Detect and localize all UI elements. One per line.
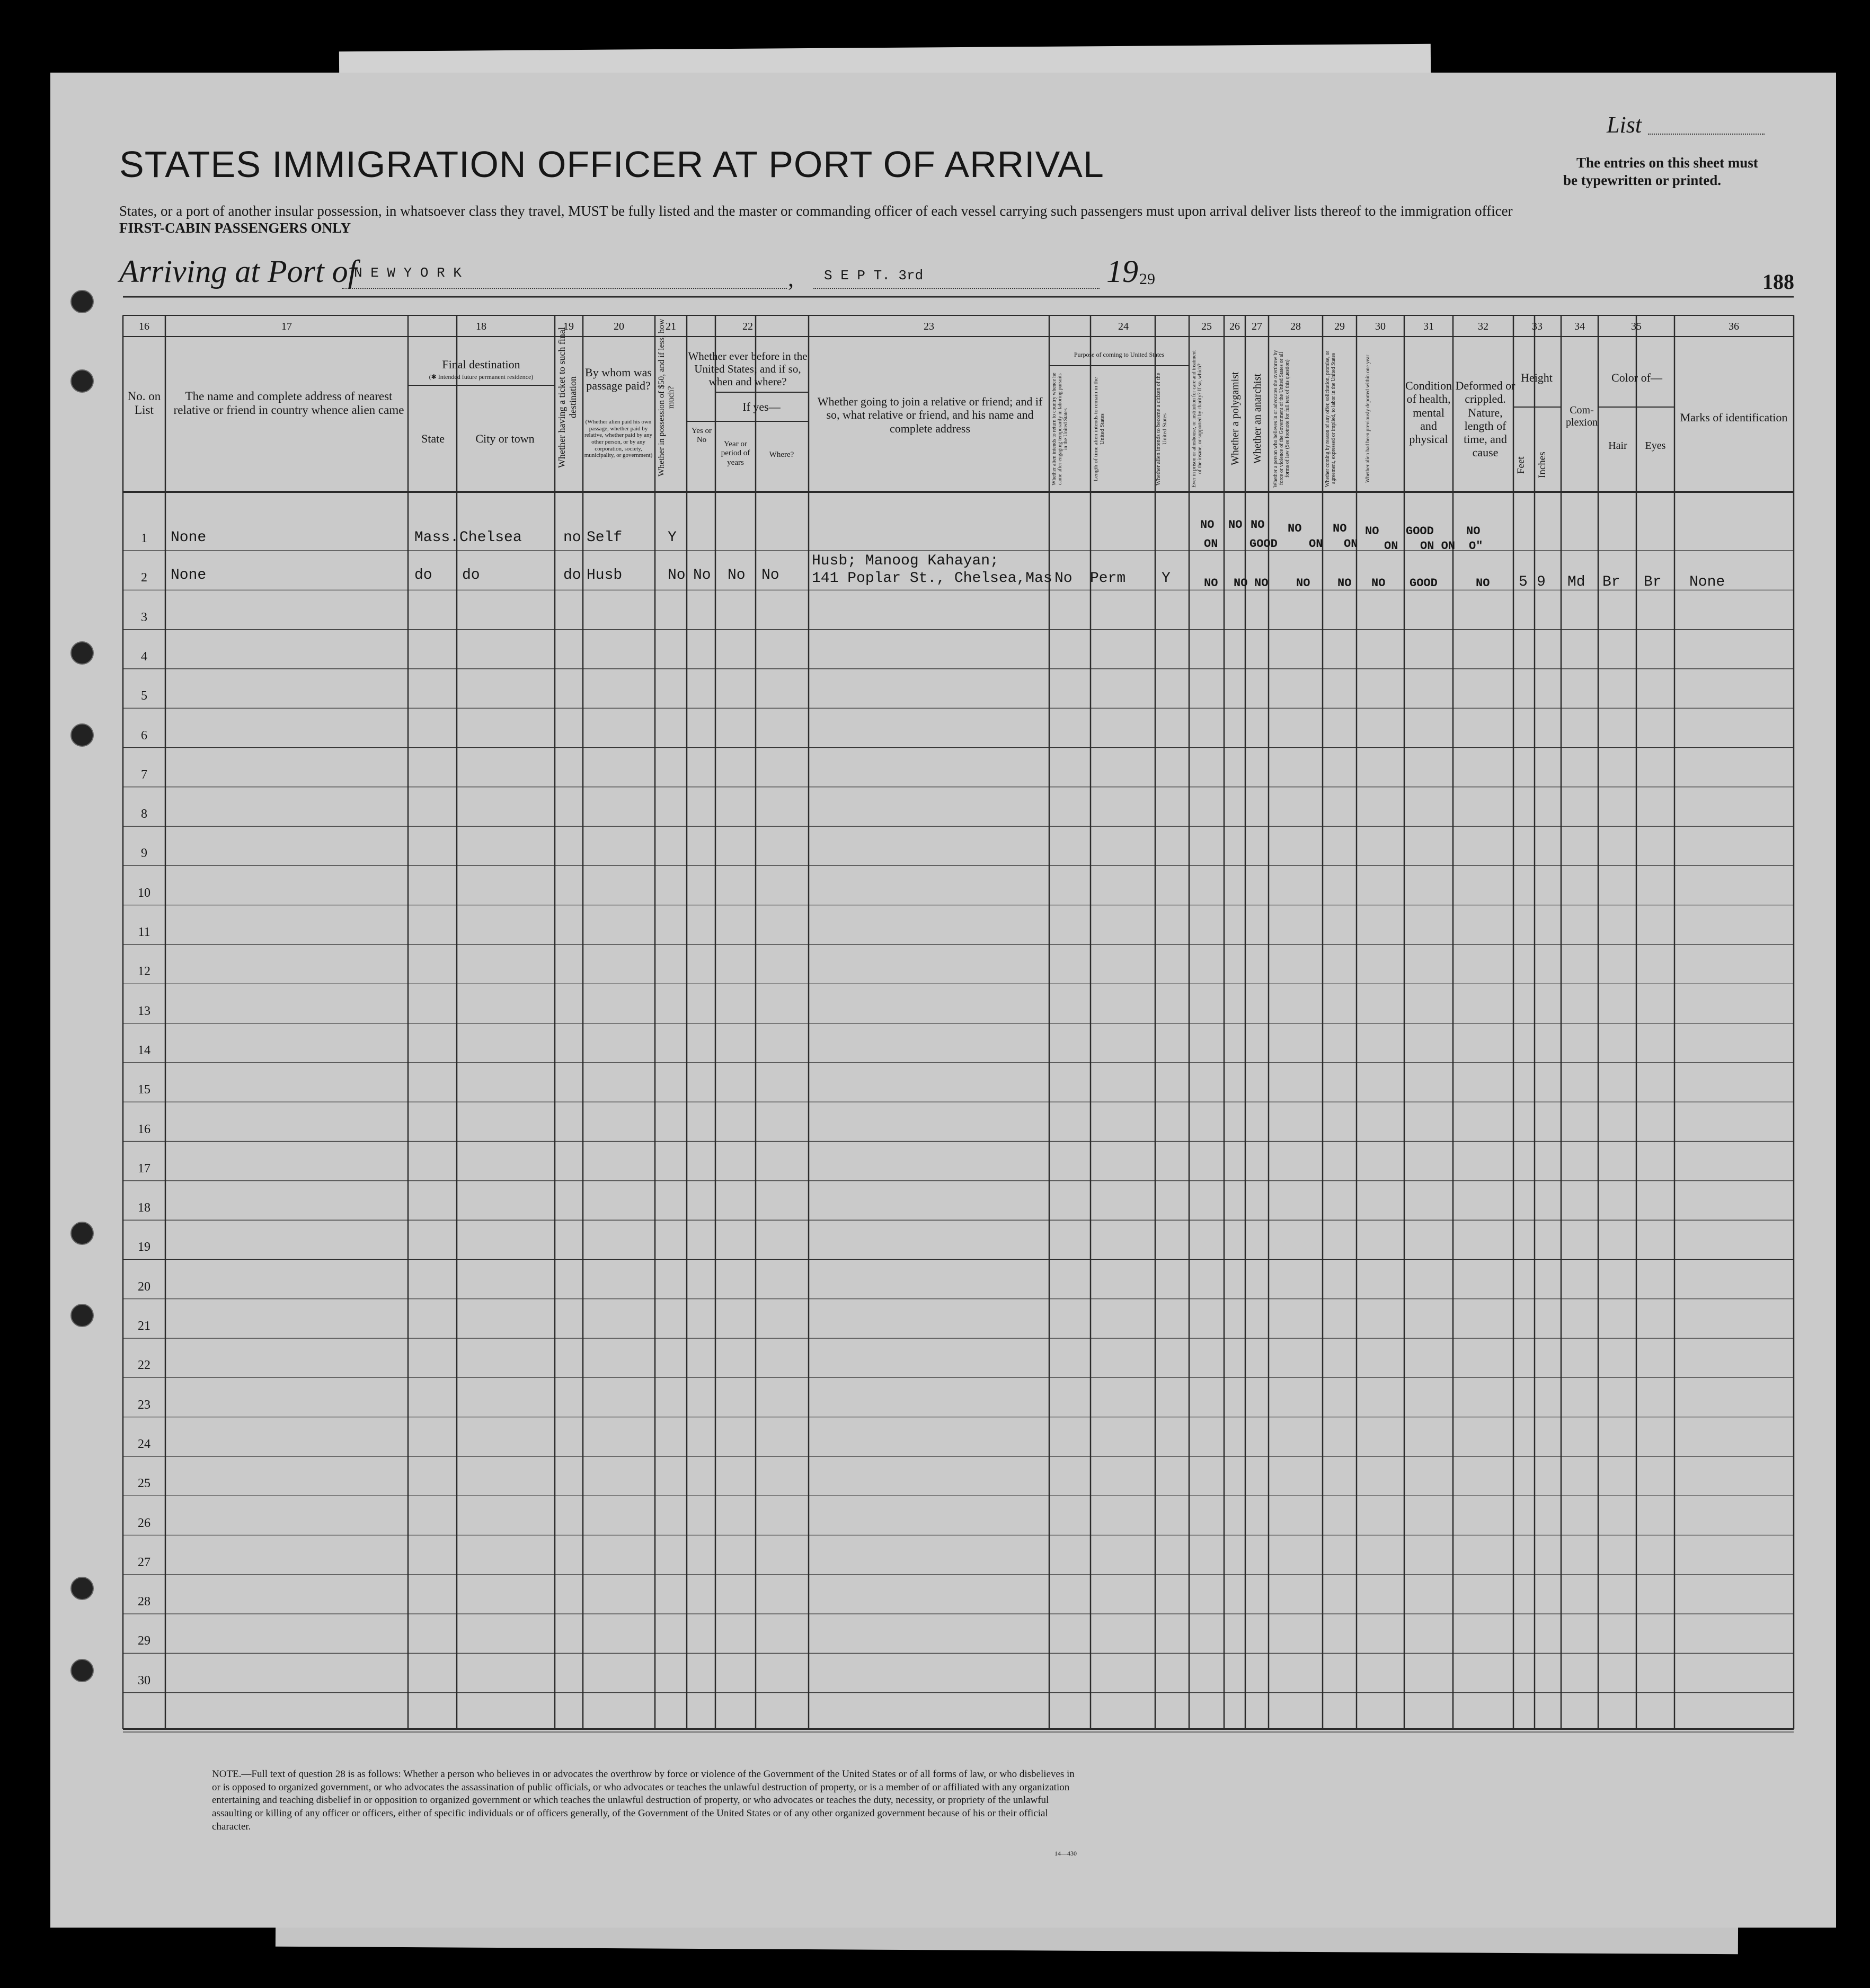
header-hair: Hair (1608, 440, 1627, 452)
row2-join-line1: Husb; Manoog Kahayan; (812, 553, 999, 569)
row1-c28-over: ON (1309, 537, 1323, 551)
row-number: 5 (141, 689, 147, 703)
column-number: 25 (1201, 321, 1212, 332)
column-number: 35 (1631, 321, 1642, 332)
row2-year: No (728, 567, 746, 584)
header-passage-paid: By whom was passage paid? (585, 366, 652, 393)
header-state: State (421, 432, 445, 445)
row-number: 20 (138, 1279, 150, 1294)
header-polygamist: Whether a polygamist (1229, 372, 1241, 466)
row1-c31: GOOD (1406, 525, 1434, 538)
header-ticket: Whether having a ticket to such final destination (556, 327, 578, 468)
header-anarchist: Whether an anarchist (1252, 374, 1263, 464)
header-yes-no: Yes or No (691, 427, 712, 445)
header-ever-before: Whether ever before in the United States; and if so, when and where? (688, 350, 808, 388)
row-number: 29 (138, 1634, 150, 1648)
row-number: 15 (138, 1083, 150, 1097)
form-number: 14—430 (1054, 1850, 1077, 1857)
row1-fifty: Y (668, 529, 677, 546)
row2-eyes: Br (1644, 574, 1662, 590)
column-number: 29 (1334, 321, 1345, 332)
header-fifty-dollars: Whether in possession of $50, and if less, how much? (657, 319, 676, 476)
column-number: 31 (1423, 321, 1434, 332)
row2-c27: NO (1254, 577, 1269, 590)
header-final-destination-note: (✱ Intended future permanent residence) (429, 373, 534, 381)
column-number: 33 (1532, 321, 1543, 332)
header-deported: Whether alien had been previously deported within one year (1365, 355, 1371, 483)
column-number: 36 (1729, 321, 1739, 332)
row2-fifty: No (668, 567, 686, 584)
row1-c29: NO (1333, 522, 1347, 535)
row1-c27: NO (1251, 518, 1265, 532)
row2-c26: NO (1234, 577, 1248, 590)
footnote-question-28: NOTE.—Full text of question 28 is as follows: Whether a person who believes in or advocates the overthrow by force or violence of the Government of the United States or of all forms of law, or who disbelieves in or is opposed to organized government, or who advocates the assassination of public officials, or who advocates or teaches the unlawful destruction of property, or is a member of or affiliated with any organization entertaining and teaching disbelief in or opposition to organized government or which teaches the unlawful destruction of property, or who advocates or teaches the duty, necessity, or propriety of the unlawful assaulting or killing of any officer or officers, either of specific individuals or of officers generally, of the Government of the United States or of any other organized government because of his or their official character. (212, 1769, 1075, 1832)
row-number: 19 (138, 1240, 150, 1254)
header-color-of: Color of— (1611, 371, 1662, 384)
row-number: 11 (138, 925, 150, 939)
column-number: 20 (614, 321, 624, 332)
header-purpose-return: Whether alien intends to return to country whence he came after engaging temporarily in laboring pursuits in the United States (1051, 373, 1069, 486)
row-number: 18 (138, 1201, 150, 1215)
header-purpose-length: Length of time alien intends to remain in the United States (1093, 377, 1105, 482)
comma: , (788, 266, 794, 291)
row-number: 17 (138, 1161, 150, 1176)
row1-paid-by: Self (587, 529, 623, 546)
header-purpose: Purpose of coming to United States (1074, 351, 1165, 358)
row1-city: Chelsea (459, 529, 522, 546)
row-number: 1 (141, 532, 147, 545)
row2-state: do (414, 567, 432, 584)
row2-c29: NO (1337, 577, 1352, 590)
column-number: 30 (1375, 321, 1386, 332)
row2-purpose-citizen: Y (1162, 570, 1171, 587)
instruction-text: States, or a port of another insular possession, in whatsoever class they travel, MUST be fully listed and the master or commanding officer of each vessel carrying such passengers must upon arrival deliver lists thereof to the immigration officer (119, 203, 1513, 219)
row-number: 2 (141, 571, 147, 585)
row2-city: do (462, 567, 480, 584)
header-health: Condition of health, mental and physical (1405, 379, 1452, 446)
header-inches: Inches (1537, 452, 1548, 479)
row1-c26: NO (1228, 518, 1243, 532)
row2-feet: 5 (1519, 574, 1528, 590)
row-number: 13 (138, 1004, 150, 1018)
row2-where: No (761, 567, 779, 584)
row2-c28: NO (1296, 577, 1310, 590)
row1-c28: NO (1288, 522, 1302, 535)
header-list-number: No. on List (127, 390, 161, 417)
row1-state: Mass. (414, 529, 459, 546)
row-number: 3 (141, 610, 147, 624)
row2-paid-by: Husb (587, 567, 623, 584)
row-number: 25 (138, 1477, 150, 1491)
row2-relative: None (171, 567, 207, 584)
row2-inches: 9 (1537, 574, 1546, 590)
header-complexion: Com-plexion (1566, 404, 1598, 428)
row-number: 10 (138, 886, 150, 900)
header-nearest-relative: The name and complete address of nearest relative or friend in country whence alien came (173, 390, 404, 417)
row1-c31-over: ON ON (1420, 540, 1456, 553)
row1-c30-over: ON (1384, 540, 1398, 553)
row2-hair: Br (1602, 574, 1620, 590)
column-number: 19 (563, 321, 574, 332)
column-number: 24 (1118, 321, 1129, 332)
row-number: 12 (138, 965, 150, 979)
row1-c25-over: ON (1204, 537, 1218, 551)
row-number: 21 (138, 1319, 150, 1333)
port-name: N E W Y O R K (354, 265, 462, 281)
row-number: 7 (141, 767, 147, 782)
row1-c30: NO (1365, 525, 1379, 538)
row-number: 24 (138, 1437, 150, 1451)
header-marks: Marks of identification (1680, 411, 1788, 424)
column-number: 32 (1478, 321, 1488, 332)
arriving-label: Arriving at Port of (119, 254, 357, 289)
header-final-destination: Final destination (442, 358, 520, 371)
column-number: 21 (666, 321, 676, 332)
row1-c32: NO (1466, 525, 1481, 538)
row2-purpose-return: No (1054, 570, 1073, 587)
row2-c32: NO (1476, 577, 1490, 590)
cabin-class-label: FIRST-CABIN PASSENGERS ONLY (119, 220, 351, 236)
row2-c30: NO (1371, 577, 1386, 590)
column-number: 26 (1229, 321, 1240, 332)
column-number: 34 (1574, 321, 1585, 332)
row1-ticket: no (563, 529, 581, 546)
header-year: Year or period of years (721, 440, 750, 467)
row-number: 8 (141, 807, 147, 821)
row-number: 30 (138, 1673, 150, 1687)
column-number: 27 (1252, 321, 1262, 332)
header-prison: Ever in prison or almshouse, or institution for care and treatment of the insane, or supported by charity? If so, which? (1191, 350, 1203, 488)
row-number: 16 (138, 1122, 150, 1136)
row2-before: No (693, 567, 711, 584)
row-number: 14 (138, 1043, 150, 1057)
header-purpose-citizen: Whether alien intends to become a citizen of the United States (1155, 373, 1168, 486)
header-eyes: Eyes (1645, 440, 1666, 452)
column-number: 17 (281, 321, 292, 332)
header-feet: Feet (1516, 456, 1527, 474)
header-passage-paid-note: (Whether alien paid his own passage, whether paid by relative, whether paid by any other person, or by any corporation, society, municipality, or government) (584, 419, 653, 459)
row2-marks: None (1689, 574, 1725, 590)
typewritten-notice-2: be typewritten or printed. (1563, 172, 1721, 188)
document-title: STATES IMMIGRATION OFFICER AT PORT OF ARRIVAL (119, 144, 1104, 185)
row-number: 4 (141, 649, 147, 664)
row2-c25: NO (1204, 577, 1218, 590)
list-label: List (1607, 112, 1642, 138)
typewritten-notice-1: The entries on this sheet must (1576, 155, 1758, 171)
row-number: 27 (138, 1555, 150, 1569)
row2-purpose-length: Perm (1090, 570, 1126, 587)
row1-relative: None (171, 529, 207, 546)
row-number: 22 (138, 1358, 150, 1373)
row1-c29-over: ON (1344, 537, 1358, 551)
row2-ticket: do (563, 567, 581, 584)
header-overthrow: Whether a person who believes in or advocates the overthrow by force or violence of the Government of the United States or all forms of law (See footnote for full text of this question) (1273, 350, 1290, 488)
year-prefix: 19 (1106, 254, 1138, 289)
column-number: 18 (476, 321, 486, 332)
column-number: 22 (742, 321, 753, 332)
column-number: 28 (1290, 321, 1301, 332)
header-city: City or town (475, 432, 535, 445)
year-suffix: 29 (1139, 270, 1155, 288)
column-number: 23 (924, 321, 934, 332)
row1-c32-over: O" (1469, 540, 1483, 553)
row-number: 28 (138, 1595, 150, 1609)
header-joining-relative: Whether going to join a relative or friend; and if so, what relative or friend, and his name and complete address (817, 395, 1043, 435)
row2-c31: GOOD (1410, 577, 1438, 590)
row2-join-line2: 141 Poplar St., Chelsea,Mas (812, 570, 1052, 587)
row-number: 26 (138, 1516, 150, 1530)
row1-c25: NO (1200, 518, 1215, 532)
header-where: Where? (769, 450, 794, 459)
row1-c27-over: GOOD (1249, 537, 1278, 551)
row-number: 6 (141, 728, 147, 743)
row-number: 9 (141, 846, 147, 861)
sheet-number: 188 (1762, 270, 1794, 294)
header-height: Height (1521, 371, 1553, 384)
row-number: 23 (138, 1398, 150, 1412)
header-if-yes: If yes— (742, 400, 781, 413)
row2-complexion: Md (1567, 574, 1585, 590)
arrival-date: S E P T. 3rd (824, 268, 924, 284)
column-number: 16 (139, 321, 149, 332)
header-deformed: Deformed or crippled. Nature, length of time, and cause (1455, 379, 1516, 460)
header-labor-offer: Whether coming by reason of any offer, solicitation, promise, or agreement, expressed or implied, to labor in the United States (1325, 350, 1336, 487)
